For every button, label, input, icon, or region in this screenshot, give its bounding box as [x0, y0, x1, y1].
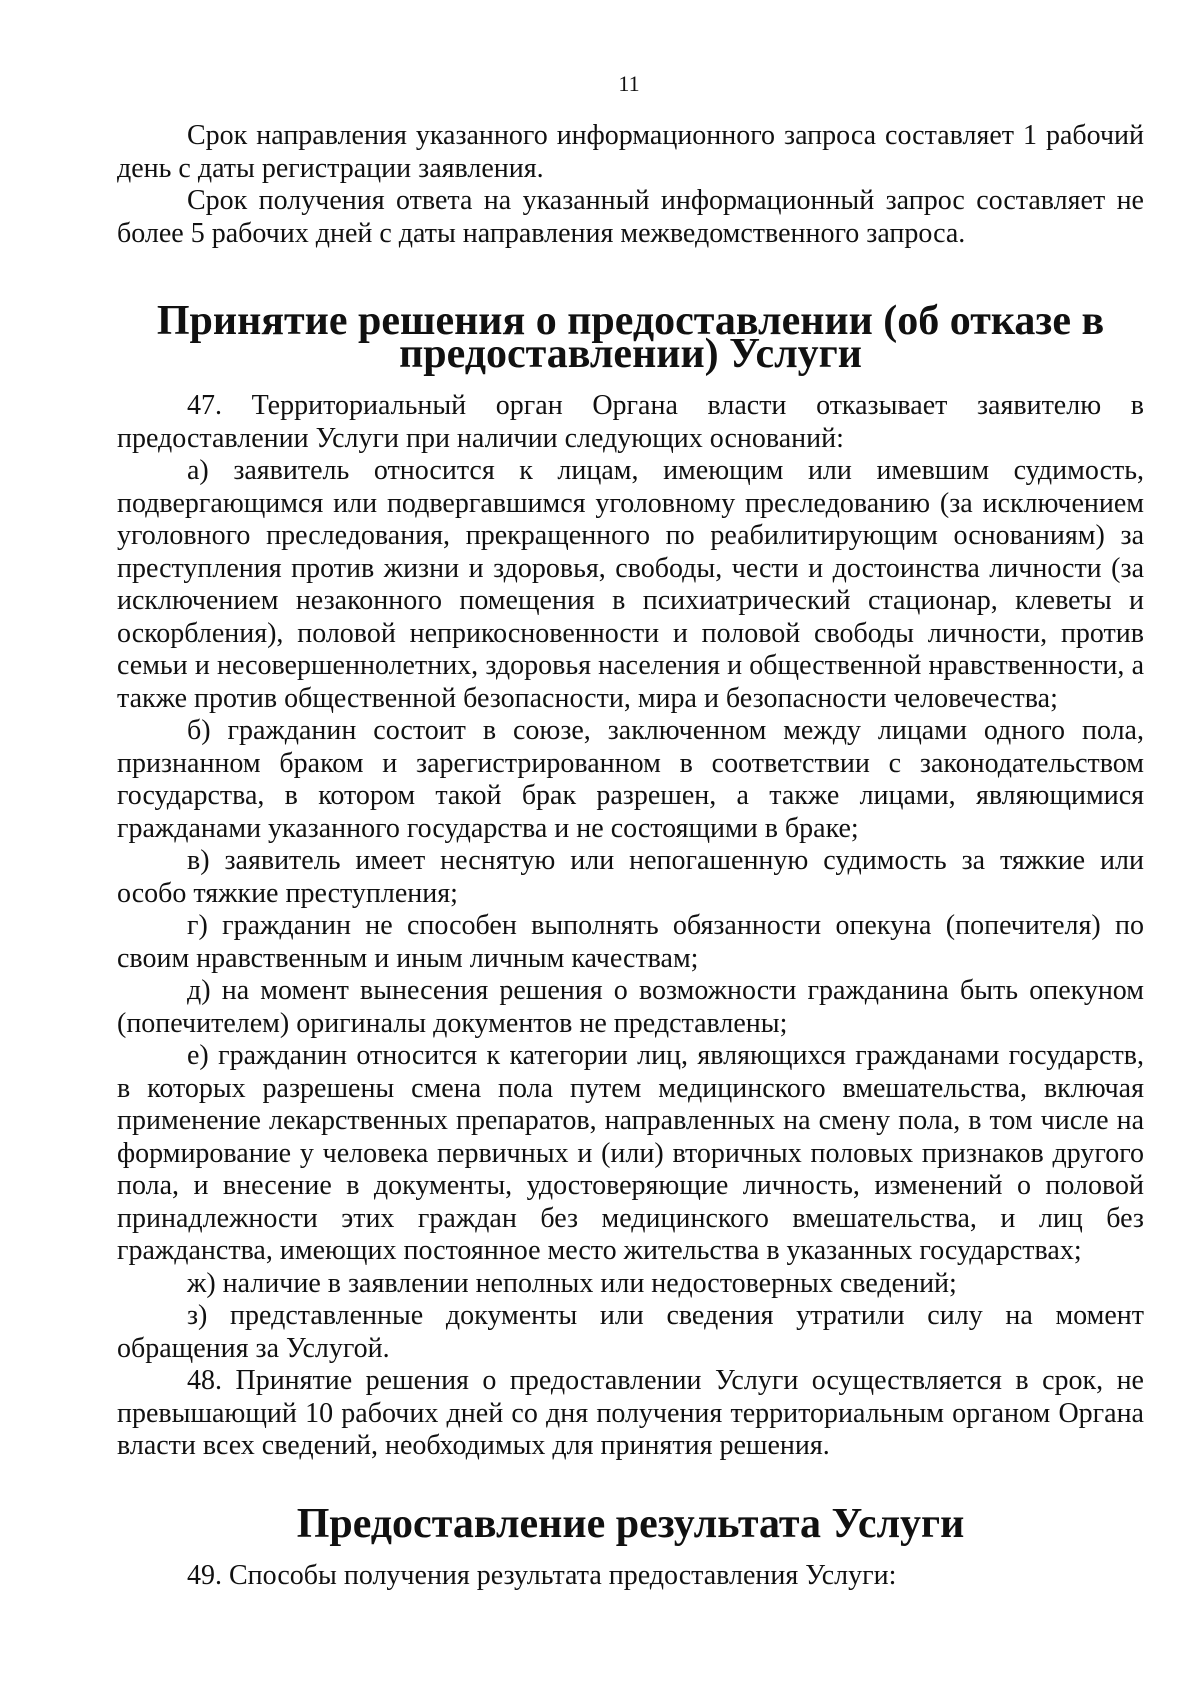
- list-item-b: б) гражданин состоит в союзе, заключенном между лицами одного пола, признанном браком и зарегистрированном в соответствии с законодательством государства, в котором такой брак разрешен, а также лицами, являющимися гражданами указанного государства и не состоящими в браке;: [117, 715, 1144, 844]
- paragraph-47: 47. Территориальный орган Органа власти отказывает заявителю в предоставлении Услуги при наличии следующих оснований:: [117, 390, 1144, 454]
- section-heading-decision: Принятие решения о предоставлении (об отказе в предоставлении) Услуги: [156, 298, 1105, 377]
- list-item-a: а) заявитель относится к лицам, имеющим или имевшим судимость, подвергающимся или подвергавшимся уголовному преследованию (за исключением уголовного преследования, прекращенного по реабилитирующим основаниям) за преступления против жизни и здоровья, свободы, чести и достоинства личности (за исключением незаконного помещения в психиатрический стационар, клеветы и оскорбления), половой неприкосновенности и половой свободы личности, против семьи и несовершеннолетних, здоровья населения и общественной нравственности, а также против общественной безопасности, мира и безопасности человечества;: [117, 455, 1144, 714]
- paragraph-48: 48. Принятие решения о предоставлении Услуги осуществляется в срок, не превышающий 10 рабочих дней со дня получения территориальным органом Органа власти всех сведений, необходимых для принятия решения.: [117, 1365, 1144, 1461]
- document-body: [117, 120, 1144, 1593]
- page-number: 11: [618, 71, 640, 96]
- list-item-v: в) заявитель имеет неснятую или непогашенную судимость за тяжкие или особо тяжкие преступления;: [117, 845, 1144, 909]
- list-item-d: д) на момент вынесения решения о возможности гражданина быть опекуном (попечителем) оригиналы документов не представлены;: [117, 975, 1144, 1039]
- list-item-g: г) гражданин не способен выполнять обязанности опекуна (попечителя) по своим нравственным и иным личным качествам;: [117, 910, 1144, 974]
- list-item-zh: ж) наличие в заявлении неполных или недостоверных сведений;: [187, 1267, 957, 1299]
- section-heading-result: Предоставление результата Услуги: [296, 1500, 965, 1547]
- paragraph-request-deadline: Срок направления указанного информационного запроса составляет 1 рабочий день с даты регистрации заявления.: [117, 120, 1144, 184]
- paragraph-response-deadline: Срок получения ответа на указанный информационный запрос составляет не более 5 рабочих дней с даты направления межведомственного запроса.: [117, 185, 1144, 249]
- list-item-z: з) представленные документы или сведения утратили силу на момент обращения за Услугой.: [117, 1300, 1144, 1364]
- list-item-e: е) гражданин относится к категории лиц, являющихся гражданами государств, в которых разрешены смена пола путем медицинского вмешательства, включая применение лекарственных препаратов, направленных на смену пола, в том числе на формирование у человека первичных и (или) вторичных половых признаков другого пола, и внесение в документы, удостоверяющие личность, изменений о половой принадлежности этих граждан без медицинского вмешательства, и лиц без гражданства, имеющих постоянное место жительства в указанных государствах;: [117, 1040, 1144, 1266]
- paragraph-49: 49. Способы получения результата предоставления Услуги:: [187, 1560, 897, 1591]
